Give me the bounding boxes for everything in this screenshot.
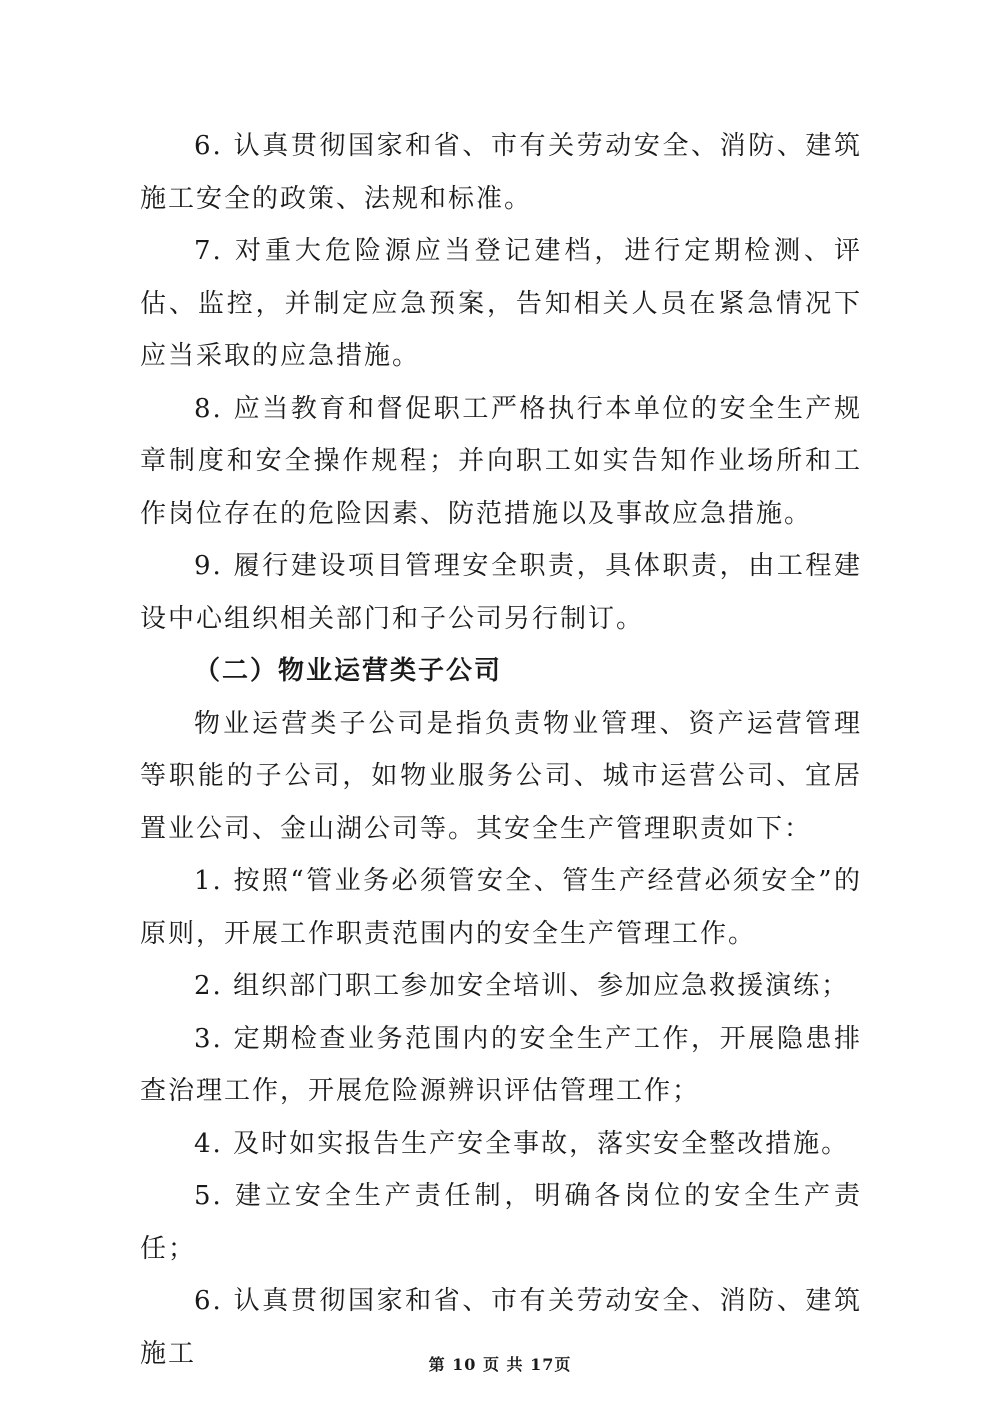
- duty-item-1: 1. 按照“管业务必须管安全、管生产经营必须安全”的原则，开展工作职责范围内的安全生产管理工作。: [140, 866, 862, 949]
- duty-item-6: 6. 认真贯彻国家和省、市有关劳动安全、消防、建筑施工: [140, 1286, 862, 1369]
- paragraph-item-6: 6. 认真贯彻国家和省、市有关劳动安全、消防、建筑施工安全的政策、法规和标准。: [140, 131, 862, 214]
- page-number-footer: 第 10 页 共 17页: [428, 1355, 572, 1374]
- paragraph-item-9: 9. 履行建设项目管理安全职责，具体职责，由工程建设中心组织相关部门和子公司另行制订。: [140, 551, 862, 634]
- paragraph-item-8: 8. 应当教育和督促职工严格执行本单位的安全生产规章制度和安全操作规程；并向职工如实告知作业场所和工作岗位存在的危险因素、防范措施以及事故应急措施。: [140, 393, 862, 529]
- duty-item-3: 3. 定期检查业务范围内的安全生产工作，开展隐患排查治理工作，开展危险源辨识评估管理工作；: [140, 1023, 862, 1106]
- document-body: [140, 120, 862, 1380]
- section-intro-paragraph: 物业运营类子公司是指负责物业管理、资产运营管理等职能的子公司，如物业服务公司、城市运营公司、宜居置业公司、金山湖公司等。其安全生产管理职责如下：: [140, 708, 862, 844]
- duty-item-4: 4. 及时如实报告生产安全事故，落实安全整改措施。: [194, 1128, 850, 1159]
- paragraph-item-7: 7. 对重大危险源应当登记建档，进行定期检测、评估、监控，并制定应急预案，告知相关人员在紧急情况下应当采取的应急措施。: [140, 236, 862, 371]
- section-heading: （二）物业运营类子公司: [194, 656, 503, 686]
- duty-item-2: 2. 组织部门职工参加安全培训、参加应急救援演练；: [194, 971, 850, 1001]
- duty-item-5: 5. 建立安全生产责任制，明确各岗位的安全生产责任；: [140, 1181, 862, 1264]
